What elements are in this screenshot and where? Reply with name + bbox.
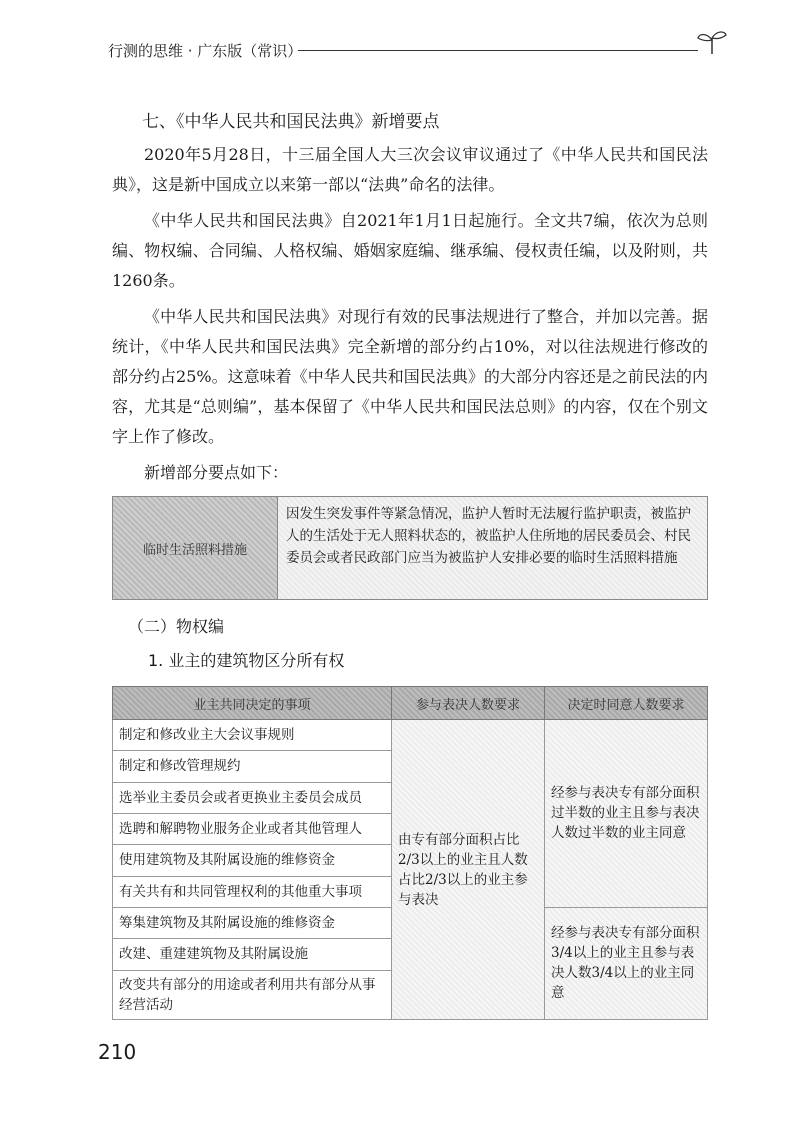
table-header: 参与表决人数要求 [392, 687, 545, 720]
subsection-title: （二）物权编 [128, 617, 225, 636]
page-number: 210 [98, 1040, 137, 1064]
voting-table [112, 686, 708, 1020]
table-cell: 筹集建筑物及其附属设施的维修资金 [113, 907, 392, 938]
table-header: 业主共同决定的事项 [113, 687, 392, 720]
running-title: 行测的思维 · 广东版（常识） [108, 42, 303, 60]
box-label: 临时生活照料措施 [113, 497, 278, 599]
property-section [112, 614, 708, 674]
paragraph: 《中华人民共和国民法典》自2021年1月1日起施行。全文共7编，依次为总则编、物权编、合同编、人格权编、婚姻家庭编、继承编、侵权责任编，以及附则，共1260条。 [112, 211, 708, 290]
table-cell: 有关共有和共同管理权利的其他重大事项 [113, 876, 392, 907]
table-cell: 改建、重建建筑物及其附属设施 [113, 939, 392, 970]
paragraph: 2020年5月28日，十三届全国人大三次会议审议通过了《中华人民共和国民法典》，这是新中国成立以来第一部以“法典”命名的法律。 [112, 145, 708, 194]
participation-cell: 由专有部分面积占比2/3以上的业主且人数占比2/3以上的业主参与表决 [392, 720, 545, 1020]
table-row [113, 720, 708, 751]
sprout-icon [696, 28, 728, 56]
consent-majority-cell: 经参与表决专有部分面积过半数的业主且参与表决人数过半数的业主同意 [545, 720, 708, 908]
box-text: 因发生突发事件等紧急情况，监护人暂时无法履行监护职责，被监护人的生活处于无人照料状态的，被监护人住所地的居民委员会、村民委员会或者民政部门应当为被监护人安排必要的临时生活照料措施 [278, 497, 707, 599]
page-header [108, 36, 728, 66]
paragraph: 《中华人民共和国民法典》对现行有效的民事法规进行了整合，并加以完善。据统计，《中华人民共和国民法典》完全新增的部分约占10%，对以往法规进行修改的部分约占25%。这意味着《中华人民共和国民法典》的大部分内容还是之前民法的内容，尤其是“总则编”，基本保留了《中华人民共和国民法总则》的内容，仅在个别文字上作了修改。 [112, 307, 708, 446]
table-header: 决定时同意人数要求 [545, 687, 708, 720]
table-cell: 选聘和解聘物业服务企业或者其他管理人 [113, 813, 392, 844]
table-cell: 改变共有部分的用途或者利用共有部分从事经营活动 [113, 970, 392, 1020]
table-cell: 制定和修改管理规约 [113, 751, 392, 782]
table-cell: 使用建筑物及其附属设施的维修资金 [113, 845, 392, 876]
table-header-row [113, 687, 708, 720]
main-content [112, 110, 708, 522]
consent-three-quarters-cell: 经参与表决专有部分面积3/4以上的业主且参与表决人数3/4以上的业主同意 [545, 907, 708, 1019]
table-cell: 制定和修改业主大会议事规则 [113, 720, 392, 751]
header-rule [298, 50, 698, 51]
table-cell: 选举业主委员会或者更换业主委员会成员 [113, 782, 392, 813]
subsection-item: 1. 业主的建筑物区分所有权 [148, 651, 345, 670]
section-title: 七、《中华人民共和国民法典》新增要点 [142, 112, 440, 132]
guardianship-box [112, 496, 708, 600]
paragraph: 新增部分要点如下： [144, 463, 289, 482]
